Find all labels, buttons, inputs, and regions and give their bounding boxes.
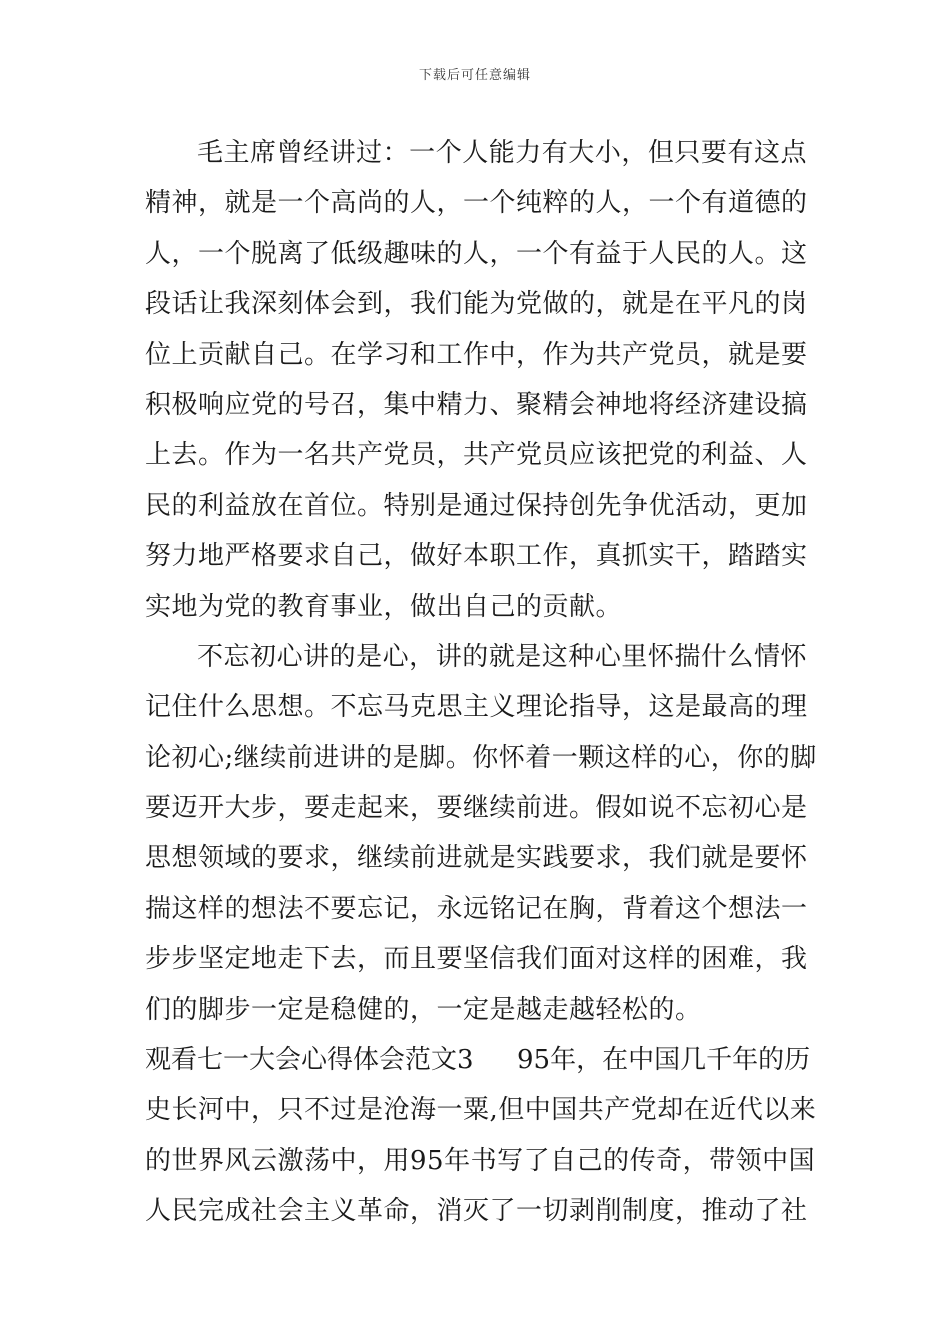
paragraph-2-line-4: 要迈开大步，要走起来，要继续前进。假如说不忘初心是 — [145, 793, 808, 824]
paragraph-1-line-7: 上去。作为一名共产党员，共产党员应该把党的利益、人 — [145, 440, 808, 471]
paragraph-1-line-1: 毛主席曾经讲过：一个人能力有大小，但只要有这点 — [197, 138, 807, 168]
paragraph-2-line-7: 步步坚定地走下去，而且要坚信我们面对这样的困难，我 — [145, 944, 808, 975]
paragraph-1-line-10: 实地为党的教育事业，做出自己的贡献。 — [145, 591, 623, 622]
section-3-line-4: 人民完成社会主义革命，消灭了一切剥削制度，推动了社 — [145, 1196, 808, 1227]
paragraph-1-line-8: 民的利益放在首位。特别是通过保持创先争优活动，更加 — [145, 490, 808, 521]
paragraph-1-line-5: 位上贡献自己。在学习和工作中，作为共产党员，就是要 — [145, 339, 808, 370]
paragraph-1-line-2: 精神，就是一个高尚的人，一个纯粹的人，一个有道德的 — [145, 188, 808, 219]
document-body — [145, 128, 817, 1237]
paragraph-2-line-3: 论初心;继续前进讲的是脚。你怀着一颗这样的心，你的脚 — [145, 742, 817, 773]
paragraph-1-line-3: 人，一个脱离了低级趣味的人，一个有益于人民的人。这 — [145, 238, 808, 269]
paragraph-2-line-2: 记住什么思想。不忘马克思主义理论指导，这是最高的理 — [145, 692, 808, 723]
section-3-first-line — [145, 1035, 811, 1085]
paragraph-2-line-5: 思想领域的要求，继续前进就是实践要求，我们就是要怀 — [145, 843, 808, 874]
paragraph-1-line-9: 努力地严格要求自己，做好本职工作，真抓实干，踏踏实 — [145, 541, 808, 572]
paragraph-2-line-6: 揣这样的想法不要忘记，永远铭记在胸，背着这个想法一 — [145, 893, 808, 924]
section-3-line-3: 的世界风云激荡中，用95年书写了自己的传奇，带领中国 — [145, 1145, 816, 1176]
section-3-line-1-text: 95年，在中国几千年的历 — [517, 1045, 811, 1076]
paragraph-2-line-1: 不忘初心讲的是心，讲的就是这种心里怀揣什么情怀 — [197, 641, 807, 672]
paragraph-2-line-8: 们的脚步一定是稳健的，一定是越走越轻松的。 — [145, 994, 702, 1025]
paragraph-1-line-4: 段话让我深刻体会到，我们能为党做的，就是在平凡的岗 — [145, 289, 808, 320]
section-3-line-2: 史长河中，只不过是沧海一粟,但中国共产党却在近代以来 — [145, 1095, 817, 1126]
paragraph-1-line-6: 积极响应党的号召，集中精力、聚精会神地将经济建设搞 — [145, 389, 808, 420]
page-header-note: 下载后可任意编辑 — [418, 68, 531, 83]
section-3-title: 观看七一大会心得体会范文3 — [145, 1045, 474, 1076]
